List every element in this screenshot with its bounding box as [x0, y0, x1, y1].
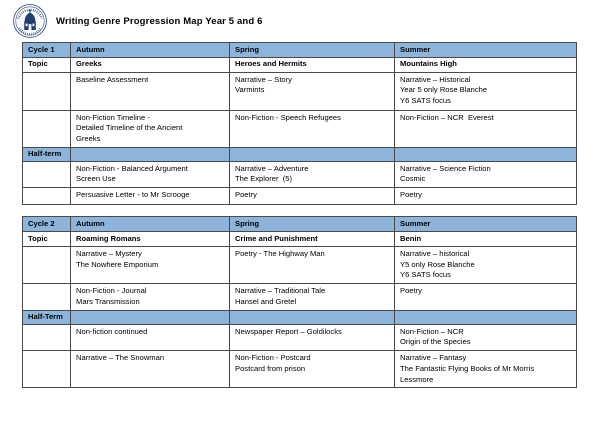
- topic-row: [23, 57, 577, 72]
- cell-line: Cosmic: [400, 174, 426, 184]
- topic-autumn: Roaming Romans: [71, 232, 230, 247]
- half-term-summer: [395, 310, 577, 324]
- row-summer: [395, 324, 577, 351]
- cell-line: Non-Fiction – NCR Everest: [400, 112, 494, 122]
- cell-line: Year 5 only Rose Blanche: [400, 85, 488, 95]
- row-spring: [230, 284, 395, 311]
- row-spring: [230, 246, 395, 283]
- cycle-1-table-wrap: [0, 42, 600, 205]
- table-row: [23, 324, 577, 351]
- row-label: [23, 188, 71, 205]
- cell-line: Non-fiction continued: [76, 326, 148, 336]
- table-header-row: [23, 217, 577, 232]
- row-label: [23, 161, 71, 188]
- header-spring: Spring: [230, 217, 395, 232]
- cell-line: Greeks: [76, 134, 101, 144]
- row-label: [23, 284, 71, 311]
- row-autumn: [71, 351, 230, 388]
- half-term-label: Half-Term: [23, 310, 71, 324]
- cell-line: Persuasive Letter - to Mr Scrooge: [76, 190, 190, 200]
- row-autumn: [71, 161, 230, 188]
- cell-line: Varmints: [235, 85, 265, 95]
- half-term-summer: [395, 147, 577, 161]
- row-summer: [395, 284, 577, 311]
- cell-line: Narrative – The Snowman: [76, 353, 165, 363]
- cell-line: Postcard from prison: [235, 363, 306, 373]
- header-spring: Spring: [230, 43, 395, 58]
- document-header: [0, 0, 600, 42]
- row-summer: [395, 110, 577, 147]
- cell-line: Hansel and Gretel: [235, 296, 297, 306]
- row-spring: [230, 188, 395, 205]
- cell-line: Narrative – Historical: [400, 74, 471, 84]
- cell-line: The Fantastic Flying Books of Mr Morris: [400, 363, 535, 373]
- school-crest-icon: [12, 3, 48, 39]
- row-autumn: [71, 110, 230, 147]
- topic-label: Topic: [23, 232, 71, 247]
- row-spring: [230, 72, 395, 110]
- cell-line: Narrative – Fantasy: [400, 353, 467, 363]
- cell-line: Non-Fiction Timeline -: [76, 112, 150, 122]
- half-term-row: [23, 310, 577, 324]
- cycle-2-table: [22, 216, 577, 388]
- cell-line: Y6 SATS focus: [400, 96, 451, 106]
- cell-line: Non-Fiction - Speech Refugees: [235, 112, 341, 122]
- row-label: [23, 324, 71, 351]
- row-label: [23, 110, 71, 147]
- row-autumn: [71, 188, 230, 205]
- half-term-autumn: [71, 147, 230, 161]
- page-title: Writing Genre Progression Map Year 5 and 6: [56, 15, 263, 27]
- cell-line: Narrative – Adventure: [235, 163, 309, 173]
- row-autumn: [71, 284, 230, 311]
- topic-spring: Heroes and Hermits: [230, 57, 395, 72]
- cell-line: Narrative – Science Fiction: [400, 163, 491, 173]
- half-term-spring: [230, 147, 395, 161]
- topic-spring: Crime and Punishment: [230, 232, 395, 247]
- row-spring: [230, 161, 395, 188]
- table-row: [23, 188, 577, 205]
- cell-line: Non-Fiction - Postcard: [235, 353, 311, 363]
- table-row: [23, 110, 577, 147]
- cycle-2-table-wrap: [0, 216, 600, 388]
- table-row: [23, 161, 577, 188]
- cell-line: Poetry: [400, 286, 422, 296]
- cell-line: Lessmore: [400, 374, 434, 384]
- row-spring: [230, 351, 395, 388]
- row-summer: [395, 72, 577, 110]
- cell-line: Origin of the Species: [400, 337, 471, 347]
- topic-summer: Mountains High: [395, 57, 577, 72]
- table-row: [23, 351, 577, 388]
- row-summer: [395, 161, 577, 188]
- row-spring: [230, 324, 395, 351]
- cell-line: Newspaper Report – Goldilocks: [235, 326, 342, 336]
- cycle-1-table: [22, 42, 577, 205]
- header-autumn: Autumn: [71, 217, 230, 232]
- half-term-spring: [230, 310, 395, 324]
- half-term-row: [23, 147, 577, 161]
- cell-line: Poetry: [235, 190, 257, 200]
- topic-row: [23, 232, 577, 247]
- row-label: [23, 246, 71, 283]
- cell-line: Narrative – Mystery: [76, 248, 142, 258]
- cell-line: The Nowhere Emporium: [76, 259, 159, 269]
- topic-summer: Benin: [395, 232, 577, 247]
- cell-line: Narrative – Traditional Tale: [235, 286, 326, 296]
- table-row: [23, 246, 577, 283]
- row-label: [23, 72, 71, 110]
- row-summer: [395, 351, 577, 388]
- header-summer: Summer: [395, 43, 577, 58]
- cell-line: Mars Transmission: [76, 296, 140, 306]
- cell-line: Y5 only Rose Blanche: [400, 259, 475, 269]
- cell-line: Narrative – historical: [400, 248, 470, 258]
- cell-line: Poetry - The Highway Man: [235, 248, 325, 258]
- cell-line: Non-Fiction – NCR: [400, 326, 464, 336]
- header-cycle: Cycle 1: [23, 43, 71, 58]
- row-autumn: [71, 246, 230, 283]
- half-term-autumn: [71, 310, 230, 324]
- cell-line: Narrative – Story: [235, 74, 292, 84]
- row-label: [23, 351, 71, 388]
- cell-line: Screen Use: [76, 174, 116, 184]
- row-spring: [230, 110, 395, 147]
- cell-line: The Explorer (5): [235, 174, 292, 184]
- table-header-row: [23, 43, 577, 58]
- cell-line: Non-Fiction - Balanced Argument: [76, 163, 188, 173]
- cell-line: Baseline Assessment: [76, 74, 149, 84]
- row-autumn: [71, 72, 230, 110]
- row-summer: [395, 188, 577, 205]
- header-summer: Summer: [395, 217, 577, 232]
- half-term-label: Half-term: [23, 147, 71, 161]
- cell-line: Poetry: [400, 190, 422, 200]
- cell-line: Y6 SATS focus: [400, 270, 451, 280]
- topic-autumn: Greeks: [71, 57, 230, 72]
- header-cycle: Cycle 2: [23, 217, 71, 232]
- topic-label: Topic: [23, 57, 71, 72]
- header-autumn: Autumn: [71, 43, 230, 58]
- cell-line: Non-Fiction - Journal: [76, 286, 147, 296]
- row-autumn: [71, 324, 230, 351]
- table-row: [23, 72, 577, 110]
- row-summer: [395, 246, 577, 283]
- table-row: [23, 284, 577, 311]
- cell-line: Detailed Timeline of the Ancient: [76, 123, 183, 133]
